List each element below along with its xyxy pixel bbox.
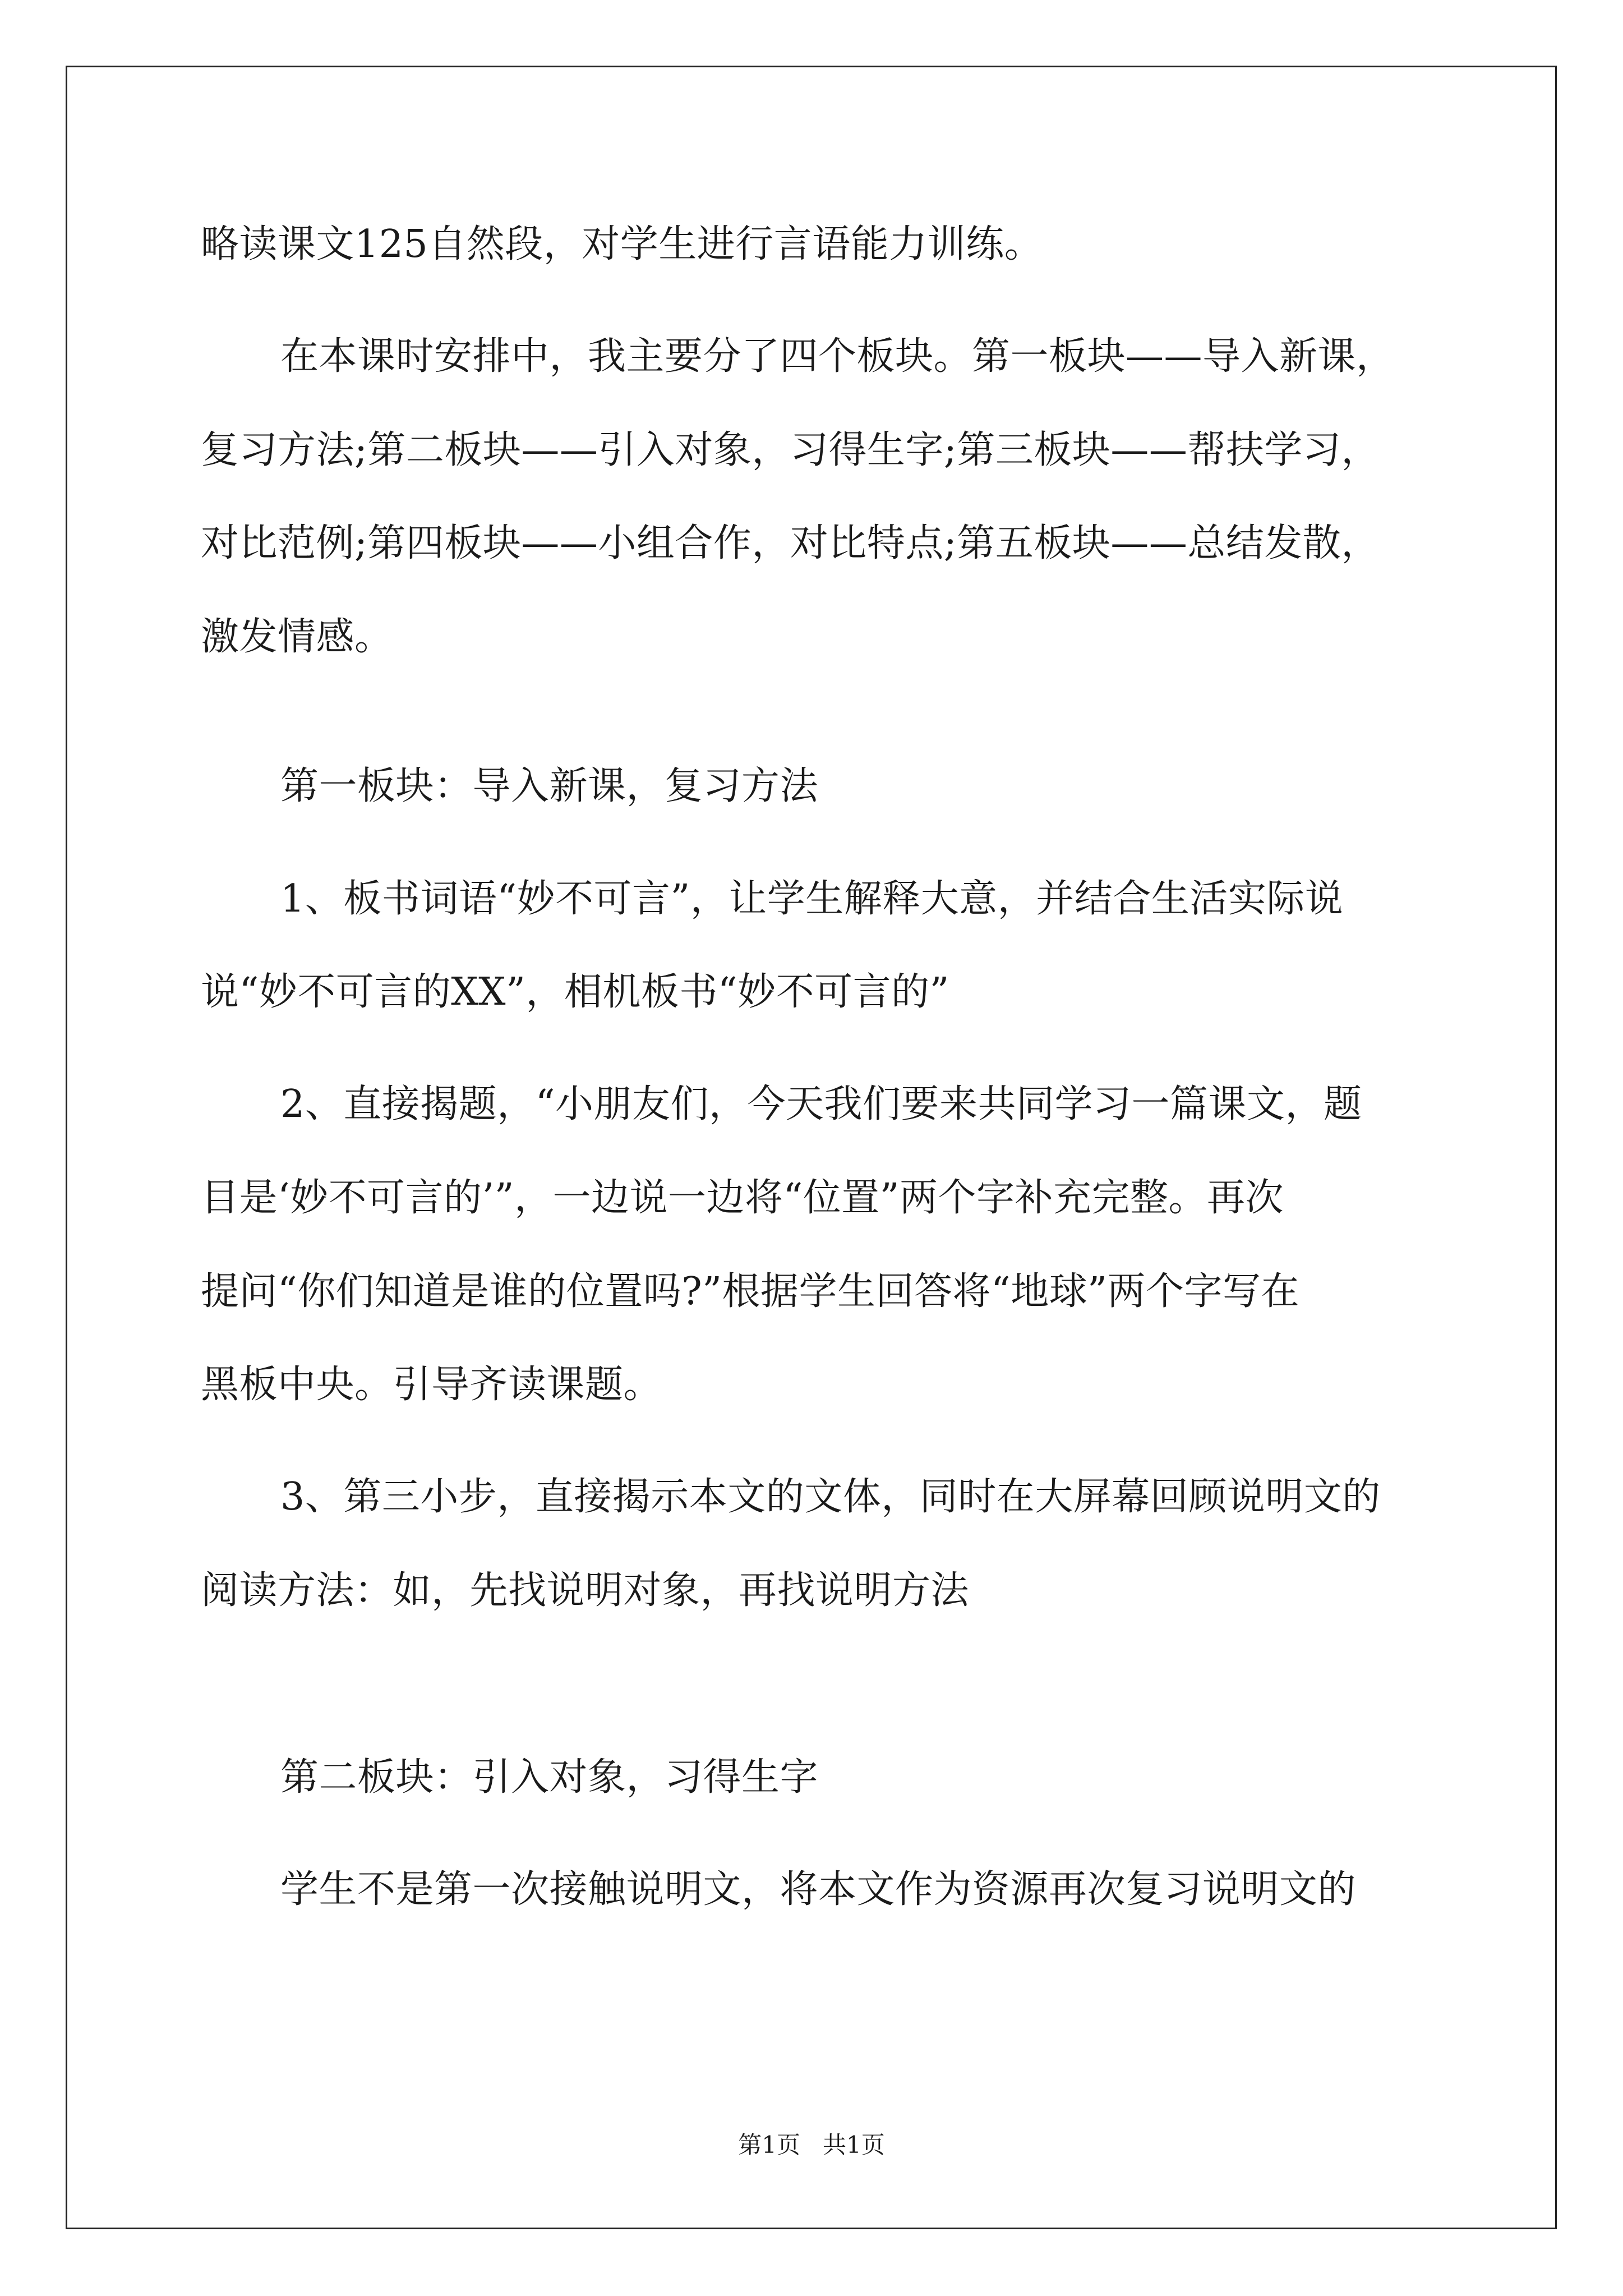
body-line-9: 2、直接揭题，“小朋友们，今天我们要来共同学习一篇课文，题 xyxy=(280,1082,1362,1126)
body-line-3: 复习方法;第二板块——引入对象，习得生字;第三板块——帮扶学习， xyxy=(201,428,1380,472)
body-line-14: 阅读方法：如，先找说明对象，再找说明方法 xyxy=(201,1568,970,1613)
body-line-5: 激发情感。 xyxy=(201,615,393,659)
section-heading-2: 第二板块：引入对象，习得生字 xyxy=(280,1755,819,1800)
body-line-16: 学生不是第一次接触说明文，将本文作为资源再次复习说明文的 xyxy=(280,1867,1357,1912)
body-line-13: 3、第三小步，直接揭示本文的文体，同时在大屏幕回顾说明文的 xyxy=(280,1475,1381,1519)
body-line-12: 黑板中央。引导齐读课题。 xyxy=(201,1363,662,1407)
body-line-1: 略读课文125自然段，对学生进行言语能力训练。 xyxy=(201,222,1043,266)
body-line-2: 在本课时安排中，我主要分了四个板块。第一板块——导入新课， xyxy=(280,334,1395,379)
body-line-8: 说“妙不可言的XX”，相机板书“妙不可言的” xyxy=(201,970,949,1014)
page-number-footer: 第1页 共1页 xyxy=(738,2131,885,2159)
body-line-4: 对比范例;第四板块——小组合作，对比特点;第五板块——总结发散， xyxy=(201,521,1380,565)
body-line-11: 提问“你们知道是谁的位置吗?”根据学生回答将“地球”两个字写在 xyxy=(201,1269,1300,1314)
body-line-10: 目是‘妙不可言的’”，一边说一边将“位置”两个字补充完整。再次 xyxy=(201,1176,1284,1220)
section-heading-1: 第一板块：导入新课，复习方法 xyxy=(280,764,819,808)
body-line-7: 1、板书词语“妙不可言”，让学生解释大意，并结合生活实际说 xyxy=(280,877,1344,921)
